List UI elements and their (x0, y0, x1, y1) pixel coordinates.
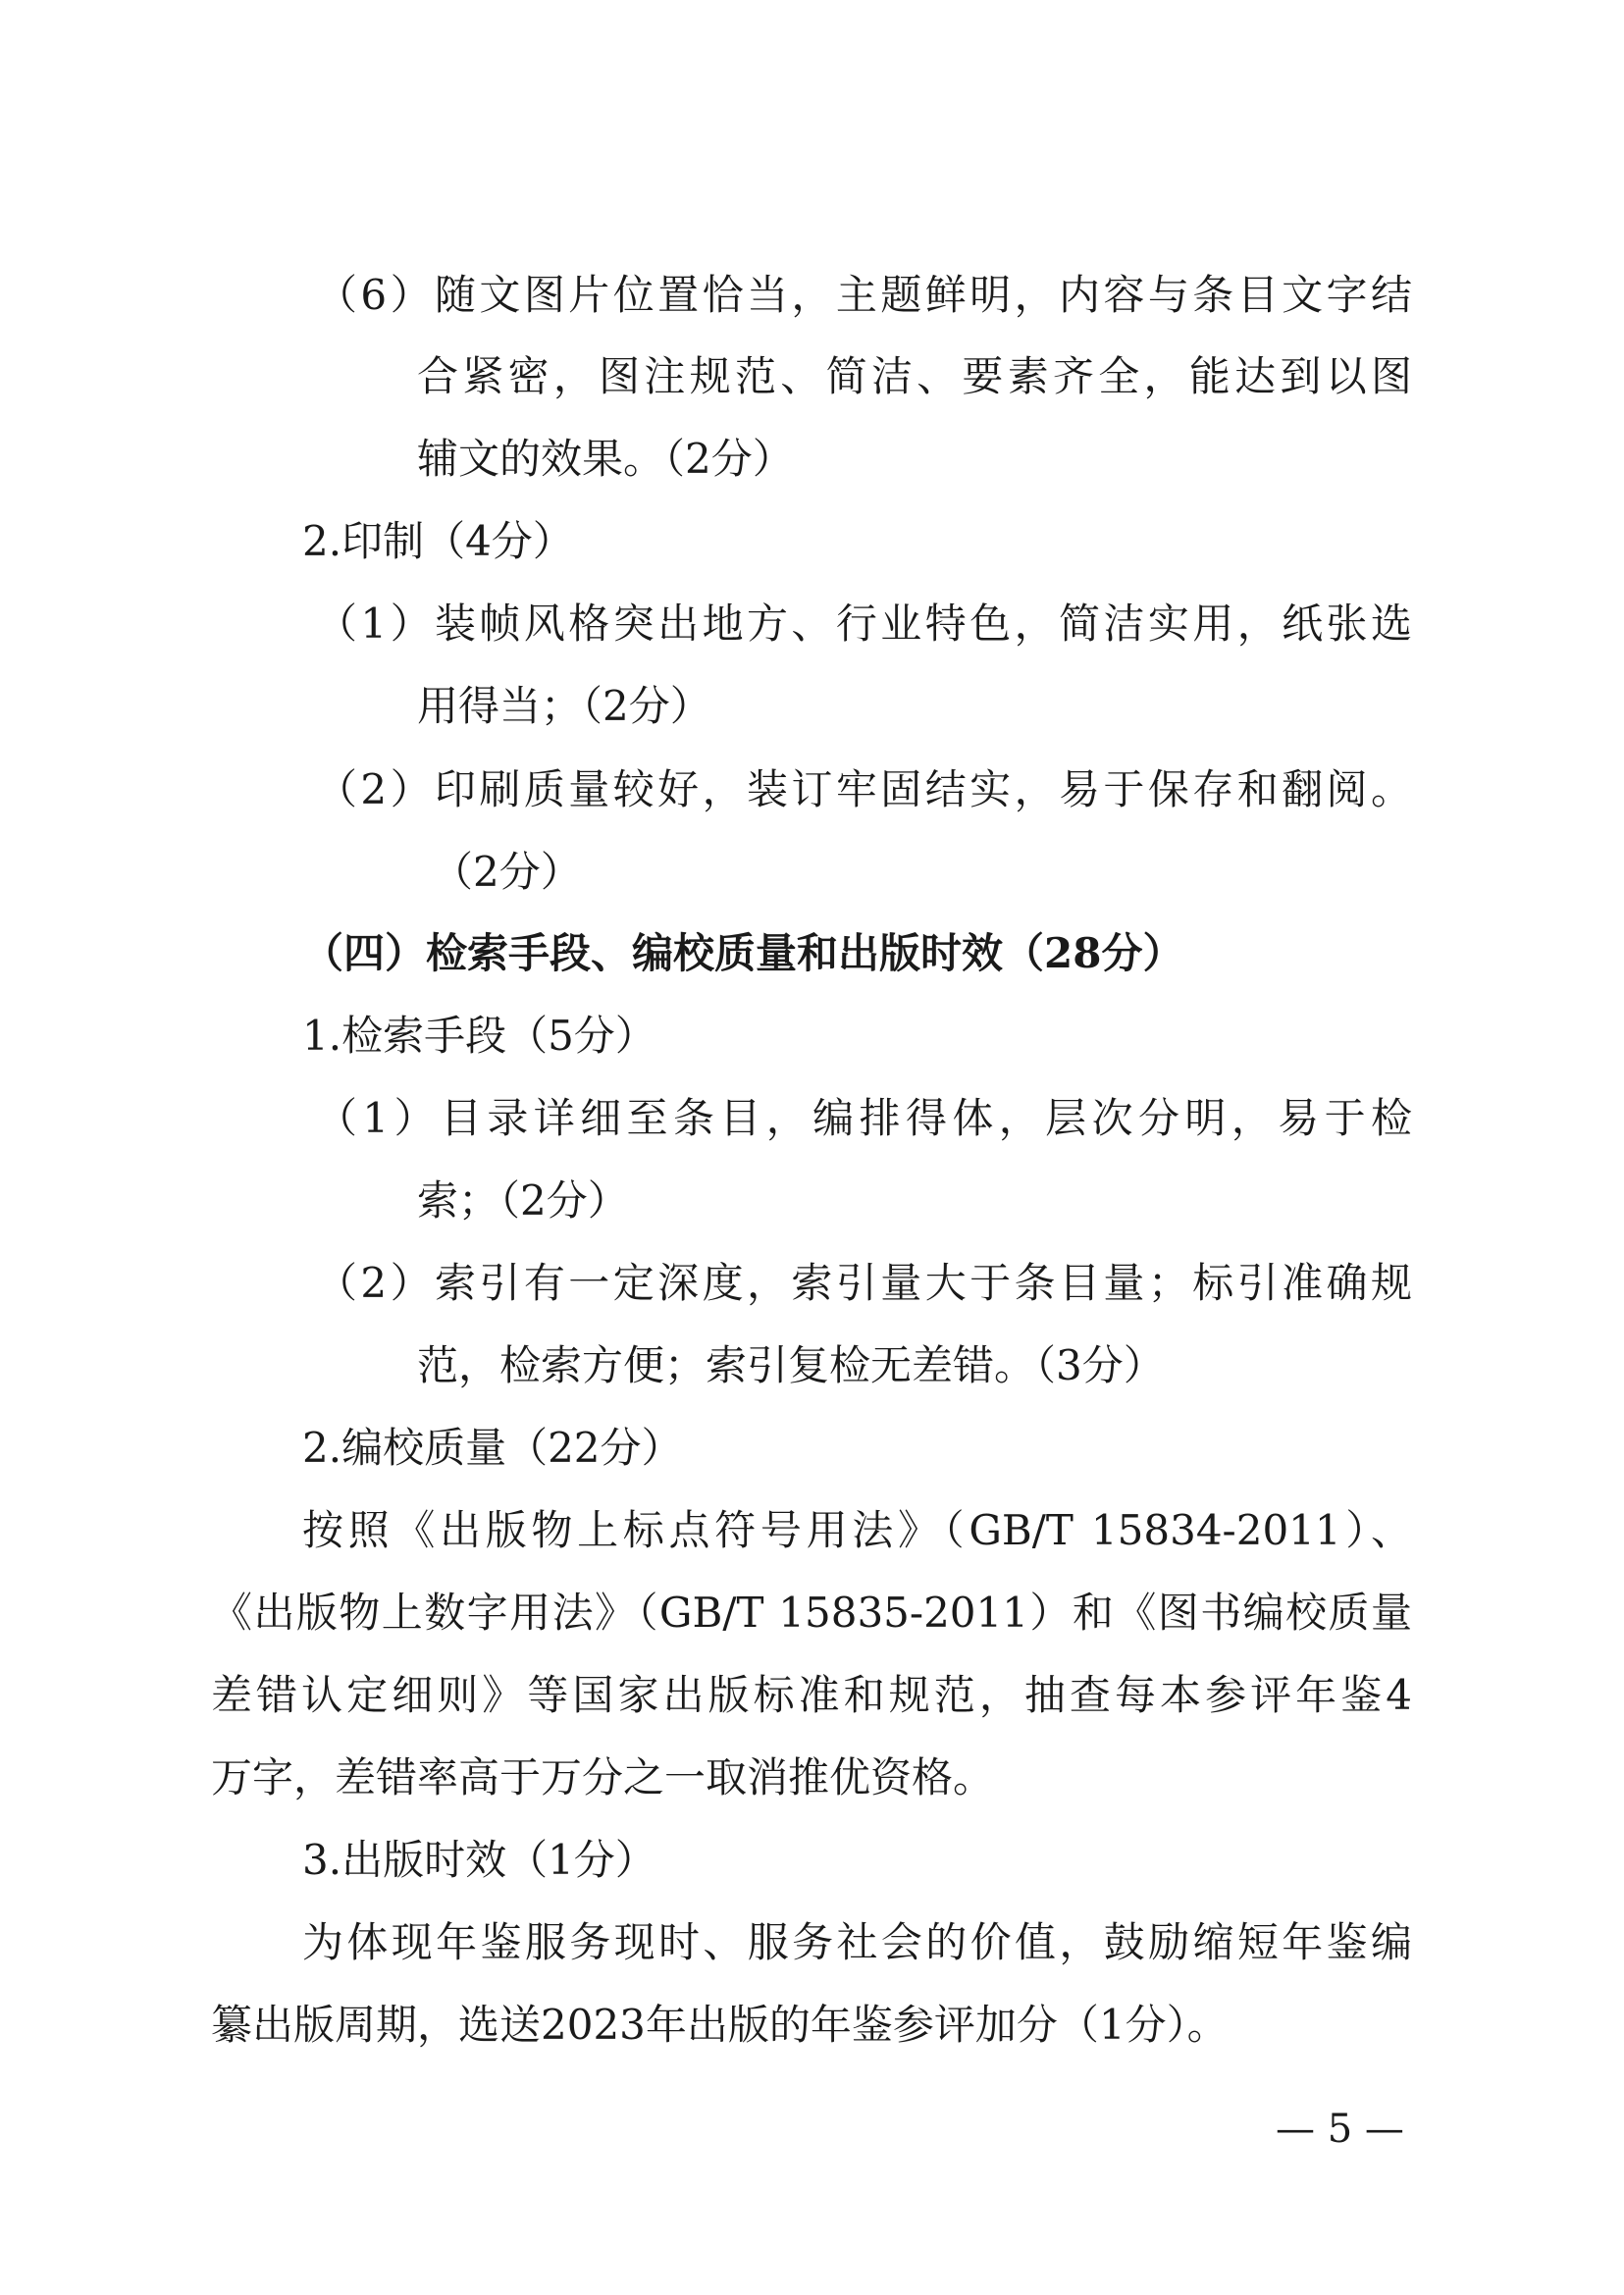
printing-item-1-line-1: （1）装帧风格突出地方、行业特色，简洁实用，纸张选 (316, 600, 1412, 648)
section-2-heading-printing: 2.印制（4分） (302, 517, 574, 565)
timeliness-paragraph-line-1: 为体现年鉴服务现时、服务社会的价值，鼓励缩短年鉴编 (302, 1918, 1412, 1966)
printing-item-1-line-2: 用得当；（2分） (417, 682, 711, 730)
item-6-line-2: 合紧密，图注规范、简洁、要素齐全，能达到以图 (417, 352, 1412, 400)
timeliness-paragraph-line-2: 纂出版周期，选送2023年出版的年鉴参评加分（1分）。 (211, 2001, 1229, 2049)
printing-item-2-line-2: （2分） (432, 848, 582, 896)
editing-paragraph-line-3: 差错认定细则》等国家出版标准和规范，抽查每本参评年鉴4 (211, 1671, 1412, 1719)
subsection-2-heading-editing: 2.编校质量（22分） (302, 1424, 683, 1472)
retrieval-item-2-line-2: 范，检索方便；索引复检无差错。（3分） (417, 1341, 1165, 1389)
retrieval-item-2-line-1: （2）索引有一定深度，索引量大于条目量；标引准确规 (316, 1259, 1412, 1307)
editing-paragraph-line-1: 按照《出版物上标点符号用法》（GB/T 15834-2011）、 (302, 1506, 1412, 1554)
editing-paragraph-line-2: 《出版物上数字用法》（GB/T 15835-2011）和《图书编校质量 (211, 1589, 1412, 1637)
subsection-1-heading-retrieval: 1.检索手段（5分） (302, 1012, 656, 1060)
retrieval-item-1-line-2: 索；（2分） (417, 1176, 629, 1225)
subsection-3-heading-timeliness: 3.出版时效（1分） (302, 1836, 656, 1884)
printing-item-2-line-1: （2）印刷质量较好，装订牢固结实，易于保存和翻阅。 (316, 765, 1412, 813)
item-6-line-3: 辅文的效果。（2分） (417, 435, 794, 483)
page-number: — 5 — (1276, 2107, 1404, 2152)
editing-paragraph-line-4: 万字，差错率高于万分之一取消推优资格。 (211, 1753, 995, 1801)
retrieval-item-1-line-1: （1）目录详细至条目，编排得体，层次分明，易于检 (316, 1094, 1412, 1142)
section-4-heading: （四）检索手段、编校质量和出版时效（28分） (302, 929, 1184, 977)
item-6-line-1: （6）随文图片位置恰当，主题鲜明，内容与条目文字结 (316, 271, 1412, 319)
